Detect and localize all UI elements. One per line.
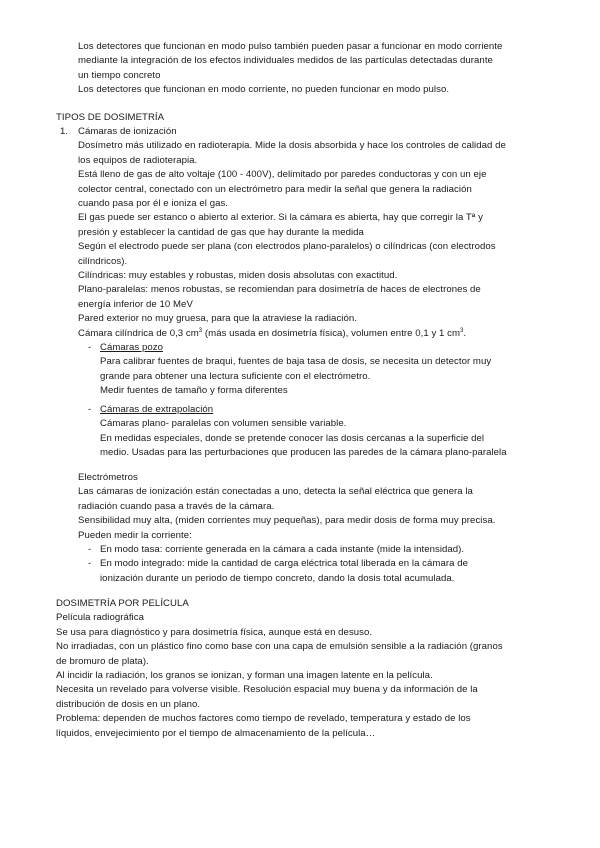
sub-item-line: En medidas especiales, donde se pretende conocer las dosis cercanas a la superficie del: [100, 432, 485, 444]
body-line: cuando pasa por él e ioniza el gas.: [78, 198, 229, 210]
camaras-ionizacion-item: [60, 125, 506, 341]
body-line-volume: Cámara cilíndrica de 0,3 $cm^3$ (más usada en dosimetría física), volumen entre 0,1 y 1 $cm^3$.: [78, 327, 467, 339]
pelicula-subheading: Película radiográfica: [56, 612, 144, 624]
body-line: los equipos de radioterapia.: [78, 154, 198, 166]
intro-paragraph: [78, 40, 502, 98]
body-line: Problema: dependen de muchos factores como tiempo de revelado, temperatura y estado de los: [56, 713, 471, 725]
body-line: Según el electrodo puede ser plana (con electrodos plano-paralelos) o cilíndricas (con electrodos: [78, 241, 496, 253]
body-line: colector central, conectado con un electrómetro para medir la señal que genera la radiación: [78, 183, 472, 195]
sub-item-title: Cámaras pozo: [100, 342, 163, 353]
list-item: - En modo tasa: corriente generada en la cámara a cada instante (mide la intensidad).: [100, 543, 468, 557]
sub-item-camaras-pozo: [88, 341, 492, 399]
dash-bullet: -: [88, 558, 92, 570]
body-line: presión y establecer la cantidad de gas que hay durante la medida: [78, 226, 364, 238]
dash-bullet: -: [88, 544, 92, 555]
body-line: Al incidir la radiación, los granos se ionizan, y forman una imagen latente en la película.: [56, 670, 433, 682]
section-heading-tipos: TIPOS DE DOSIMETRÍA: [56, 112, 165, 123]
sub-item-line: medio. Usadas para las perturbaciones que producen las paredes de la cámara plano-paralela: [100, 447, 507, 459]
sub-item-line: grande para obtener una lectura suficiente con el electrómetro.: [100, 370, 371, 382]
body-line: radiación cuando pasa a través de la cámara.: [78, 500, 275, 512]
body-line: El gas puede ser estanco o abierto al exterior. Si la cámara es abierta, hay que corregir la Tª y: [78, 212, 483, 224]
sub-item-camaras-extrapolacion: [88, 403, 507, 461]
body-line: cilíndricos).: [78, 255, 128, 267]
body-line: Cilíndricas: muy estables y robustas, miden dosis absolutas con exactitud.: [78, 270, 398, 282]
intro-line: Los detectores que funcionan en modo pulso también pueden pasar a funcionar en modo corriente: [78, 41, 503, 52]
sub-item-line: Cámaras plano- paralelas con volumen sensible variable.: [100, 418, 347, 430]
body-line: Las cámaras de ionización están conectadas a uno, detecta la señal eléctrica que genera la: [78, 486, 473, 498]
electrometros-section: [78, 471, 495, 543]
pelicula-section: [56, 597, 503, 741]
body-line: Pueden medir la corriente:: [78, 529, 192, 541]
sub-item-title: Cámaras de extrapolación: [100, 404, 214, 415]
item-title: Cámaras de ionización: [78, 126, 177, 137]
body-line: Necesita un revelado para volverse visible. Resolución espacial muy buena y da información de la: [56, 684, 478, 696]
body-line: distribución de dosis en un plano.: [56, 698, 201, 710]
dash-bullet: -: [88, 342, 92, 353]
sub-item-line: Para calibrar fuentes de braqui, fuentes de baja tasa de dosis, se necesita un detector muy: [100, 356, 492, 368]
electrometros-title: Electrómetros: [78, 472, 138, 483]
sub-item-line: Medir fuentes de tamaño y forma diferentes: [100, 385, 288, 397]
body-line: Pared exterior no muy gruesa, para que la atraviese la radiación.: [78, 313, 357, 325]
body-line: energía inferior de 10 MeV: [78, 298, 193, 310]
list-number: 1.: [60, 126, 69, 137]
list-item-continuation: ionización durante un periodo de tiempo concreto, dando la dosis total acumulada.: [100, 572, 455, 584]
intro-line: Los detectores que funcionan en modo corriente, no pueden funcionar en modo pulso.: [78, 84, 450, 96]
body-line: líquidos, envejecimiento por el tiempo de almacenamiento de la película…: [56, 727, 376, 739]
body-line: de bromuro de plata).: [56, 655, 149, 667]
body-line: Se usa para diagnóstico y para dosimetría física, aunque está en desuso.: [56, 626, 373, 638]
body-line: Plano-paralelas: menos robustas, se recomiendan para dosimetría de haces de electrones de: [78, 284, 481, 296]
body-line: Sensibilidad muy alta, (miden corrientes muy pequeñas), para medir dosis de forma muy precisa.: [78, 515, 496, 527]
list-item: - En modo integrado: mide la cantidad de carga eléctrica total liberada en la cámara de: [100, 557, 468, 571]
body-line: Está lleno de gas de alto voltaje (100 - 400V), delimitado por paredes conductoras y con un eje: [78, 169, 487, 181]
intro-line: un tiempo concreto: [78, 69, 161, 81]
dash-bullet: -: [88, 404, 92, 415]
electrometros-bullet-list: [88, 543, 468, 586]
intro-line: mediante la integración de los efectos individuales medidos de las partículas detectadas durante: [78, 55, 493, 67]
section-heading-pelicula: DOSIMETRÍA POR PELÍCULA: [56, 598, 189, 609]
body-line: Dosímetro más utilizado en radioterapia. Mide la dosis absorbida y hace los controles de calidad de: [78, 140, 506, 152]
body-line: No irradiadas, con un plástico fino como base con una capa de emulsión sensible a la radiación (granos: [56, 641, 503, 653]
